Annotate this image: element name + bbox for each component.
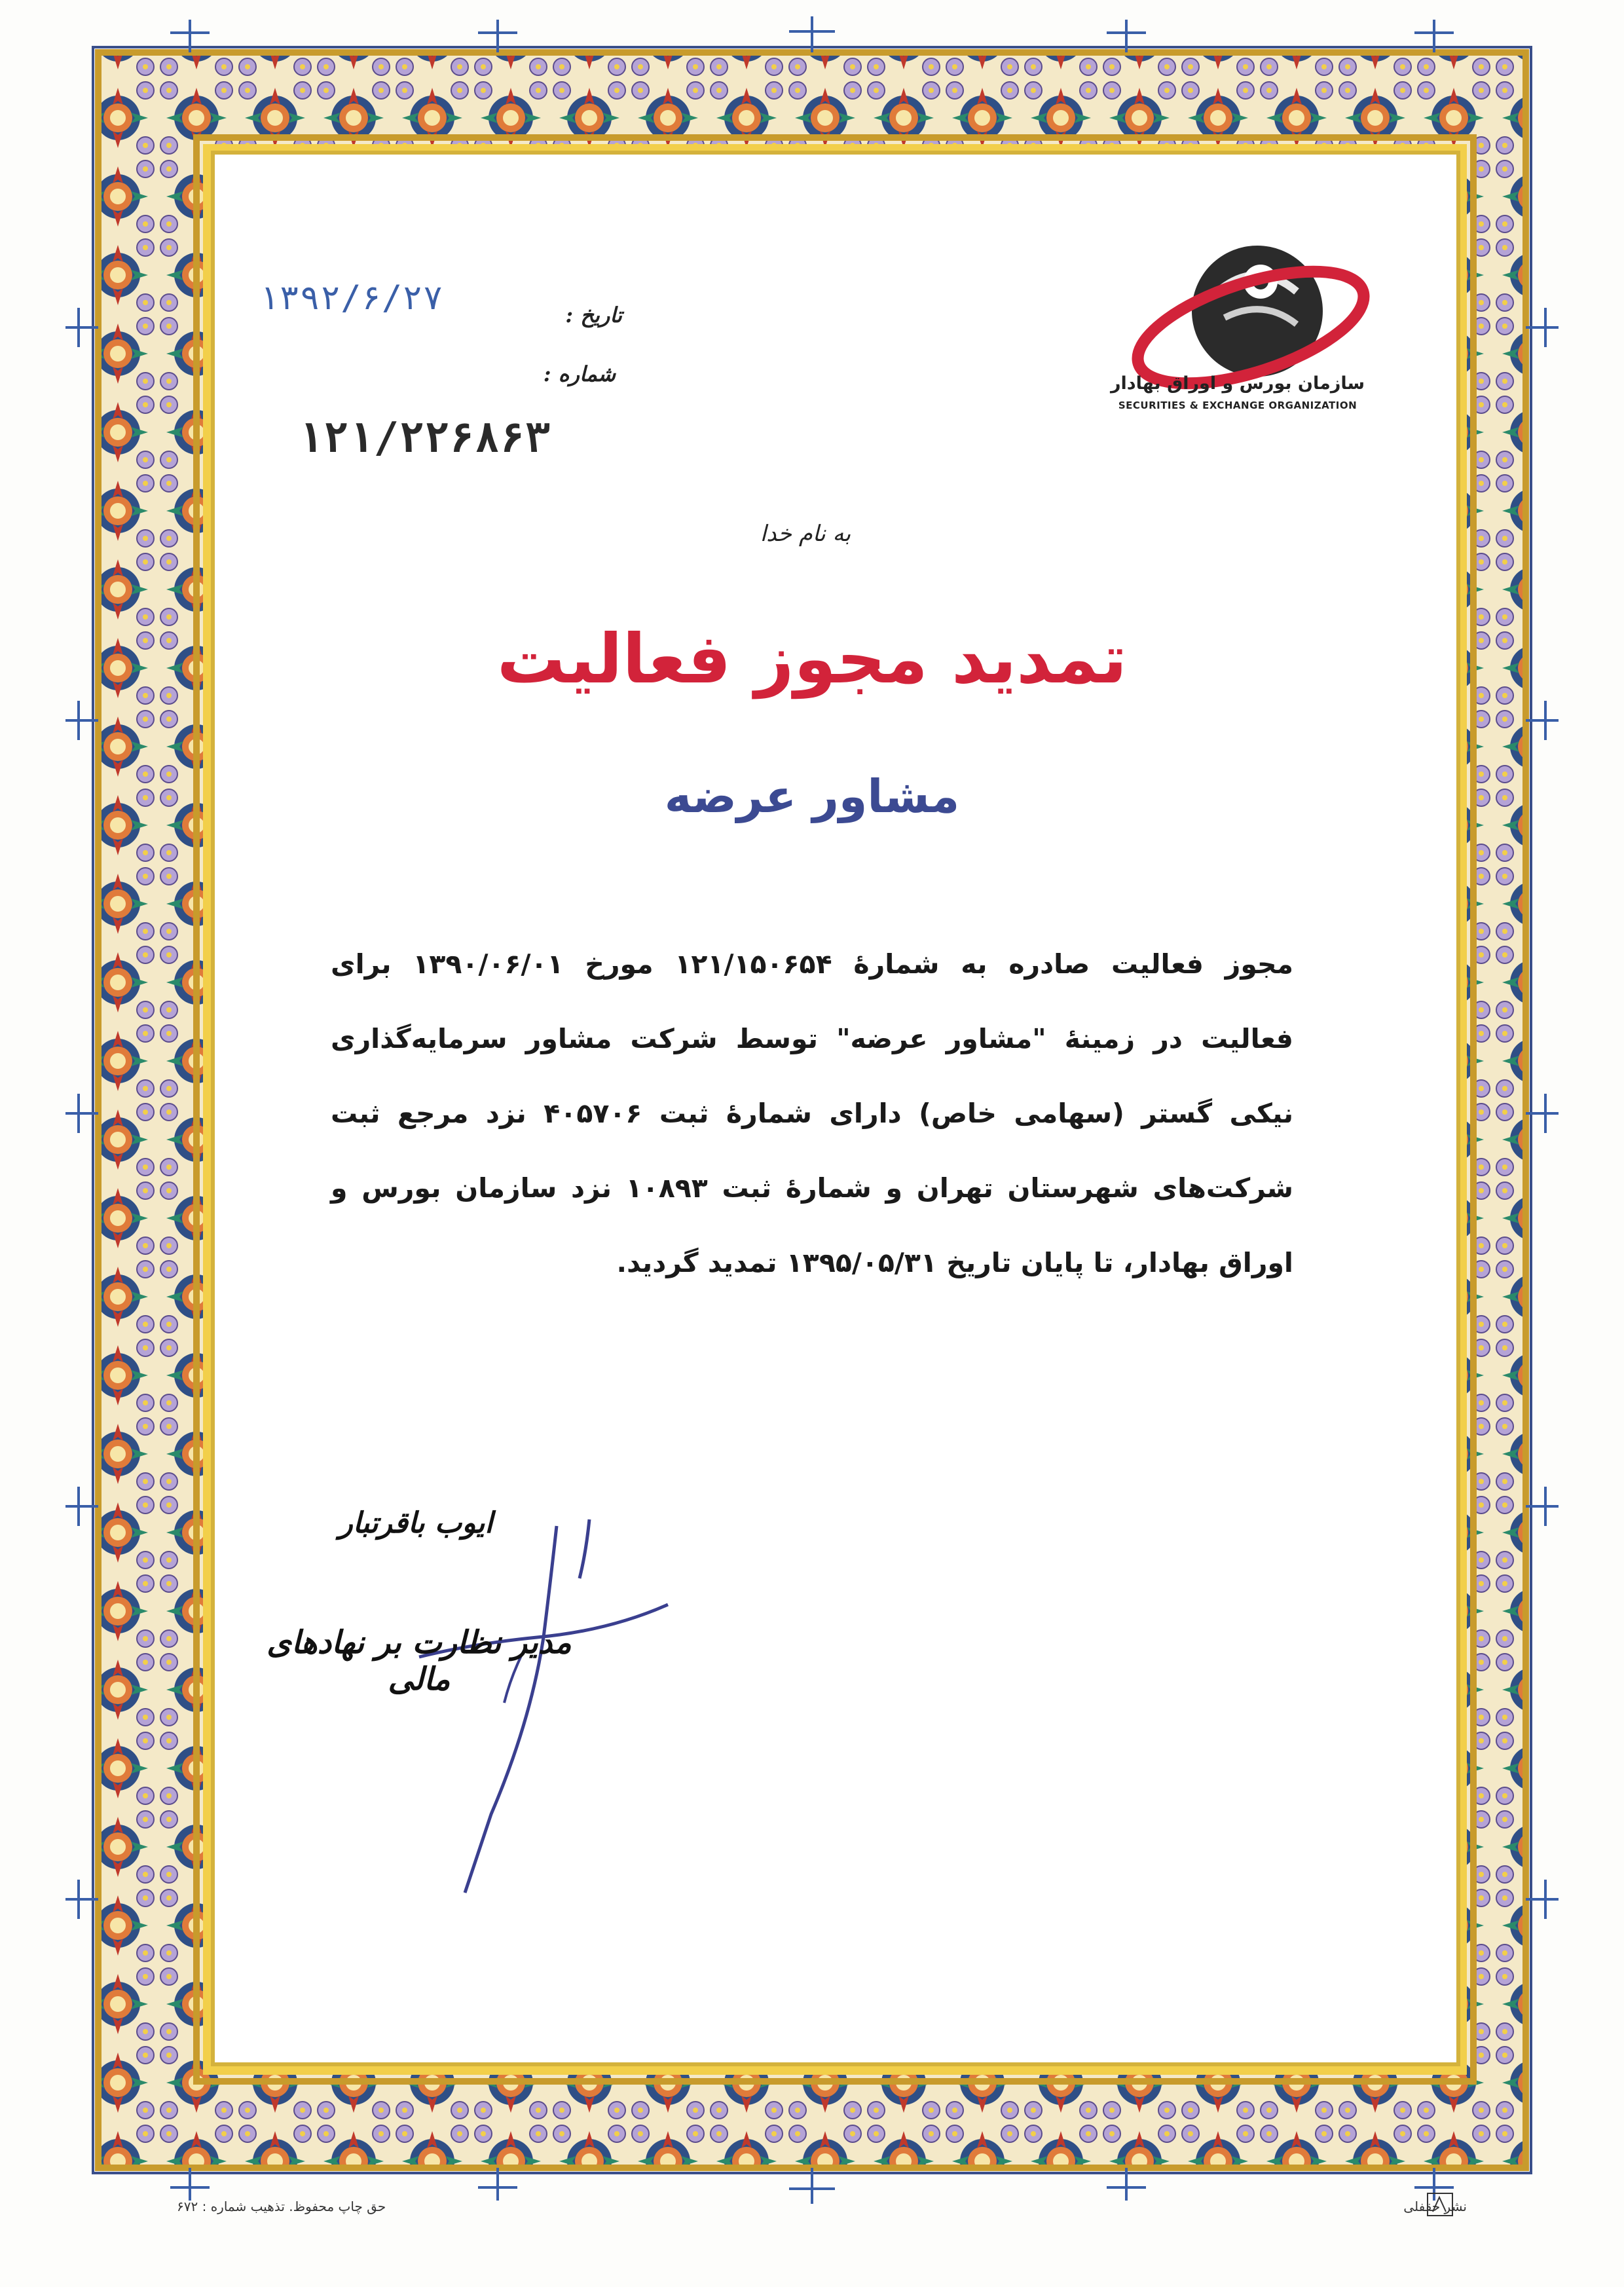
footer-copyright: حق چاپ محفوظ. تذهیب شماره : ۶۷۲ bbox=[177, 2199, 386, 2214]
signer-title: مدیر نظارت بر نهادهای مالی bbox=[267, 1624, 572, 1698]
date-label: تاریخ : bbox=[565, 303, 622, 327]
footer-publisher: نشر حقفلی bbox=[1403, 2199, 1467, 2214]
document-title: تمدید مجوز فعالیت bbox=[496, 619, 1128, 699]
date-value: ۱۳۹۲/۶/۲۷ bbox=[259, 278, 443, 318]
org-name-persian: سازمان بورس و اوراق بهادار bbox=[1110, 373, 1365, 394]
handwritten-signature-icon bbox=[393, 1506, 694, 1912]
publisher-logo-icon bbox=[1426, 2192, 1454, 2217]
document-subtitle: مشاور عرضه bbox=[664, 770, 960, 823]
basmala: به نام خدا bbox=[760, 521, 851, 547]
org-name-english: SECURITIES & EXCHANGE ORGANIZATION bbox=[1118, 400, 1357, 411]
seo-logo-icon bbox=[1126, 219, 1382, 429]
signer-name: ایوب باقرتبار bbox=[339, 1506, 493, 1540]
number-label: شماره : bbox=[543, 362, 616, 386]
body-paragraph: مجوز فعالیت صادره به شمارهٔ ۱۲۱/۱۵۰۶۵۴ مورخ ۱۳۹۰/۰۶/۰۱ برای فعالیت در زمینهٔ "مشاور عرضه" توسط شرکت مشاور سرمایه‌گذاری نیکی گستر (سهامی خاص) دارای شمارهٔ ثبت ۴۰۵۷۰۶ نزد مرجع ثبت شرکت‌های شهرستان تهران و شمارهٔ ثبت ۱۰۸۹۳ نزد سازمان بورس و اوراق بهادار، تا پایان تاریخ ۱۳۹۵/۰۵/۳۱ تمدید گردید. bbox=[331, 948, 1293, 1278]
number-value: ۱۲۱/۲۲۶۸۶۳ bbox=[298, 414, 551, 462]
